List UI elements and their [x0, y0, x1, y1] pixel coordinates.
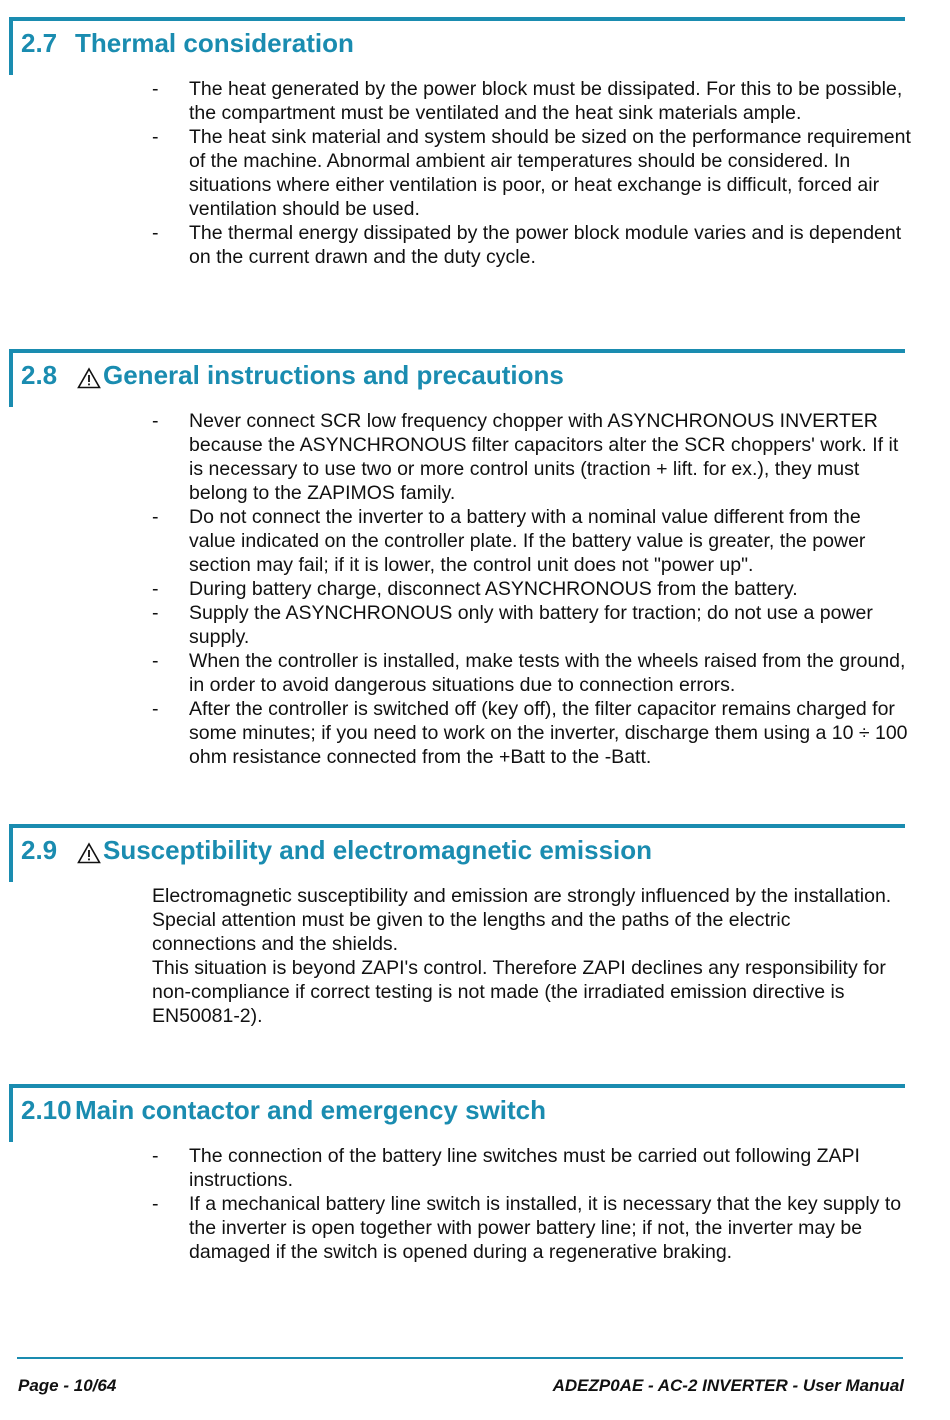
bullet-list [152, 1144, 912, 1264]
section-number: 2.9 [21, 835, 58, 865]
list-item: - The thermal energy dissipated by the power block module varies and is dependent on the current drawn and the duty cycle. [152, 222, 902, 268]
section-title: Main contactor and emergency switch [75, 1095, 547, 1125]
section-number: 2.8 [21, 360, 58, 390]
bullet-list [152, 77, 912, 269]
footer-divider [17, 1357, 903, 1359]
section-header-bar [9, 17, 905, 75]
list-item: - If a mechanical battery line switch is installed, it is necessary that the key supply to the inverter is open together with power battery line; if not, the inverter may be damaged if the switch is opened during a regenerative braking. [152, 1193, 902, 1263]
list-item: - After the controller is switched off (key off), the filter capacitor remains charged for some minutes; if you need to work on the inverter, discharge them using a 10 ÷ 100 ohm resistance connected from the +Batt to the -Batt. [152, 698, 908, 768]
list-item: - The heat generated by the power block must be dissipated. For this to be possible, the compartment must be ventilated and the heat sink materials ample. [152, 78, 903, 124]
section-header-bar [9, 824, 905, 882]
section-header-bar [9, 349, 905, 407]
page-number: Page - 10/64 [18, 1376, 117, 1395]
list-item: - When the controller is installed, make tests with the wheels raised from the ground, in order to avoid dangerous situations due to connection errors. [152, 650, 906, 696]
section-title: Thermal consideration [75, 28, 354, 58]
paragraph: Electromagnetic susceptibility and emission are strongly influenced by the installation. Special attention must be given to the lengths and the paths of the electric connections and the shields. [152, 885, 892, 955]
list-item: - Do not connect the inverter to a battery with a nominal value different from the value indicated on the controller plate. If the battery value is greater, the power section may fail; if it is lower, the control unit does not "power up". [152, 506, 866, 576]
document-title: ADEZP0AE - AC-2 INVERTER - User Manual [552, 1376, 904, 1395]
list-item: - During battery charge, disconnect ASYNCHRONOUS from the battery. [152, 578, 798, 600]
section-header-bar [9, 1084, 905, 1142]
warning-icon [77, 367, 101, 389]
bullet-list [152, 409, 912, 769]
section-number: 2.10 [21, 1095, 72, 1125]
paragraph: This situation is beyond ZAPI's control. Therefore ZAPI declines any responsibility for non-compliance if correct testing is not made (the irradiated emission directive is EN50081-2). [152, 957, 886, 1027]
warning-icon [77, 842, 101, 864]
list-item: - The heat sink material and system should be sized on the performance requirement of the machine. Abnormal ambient air temperatures should be considered. In situations where either ventilation is poor, or heat exchange is difficult, forced air ventilation should be used. [152, 126, 911, 220]
list-item: - The connection of the battery line switches must be carried out following ZAPI instructions. [152, 1145, 860, 1191]
list-item: - Never connect SCR low frequency chopper with ASYNCHRONOUS INVERTER because the ASYNCHRONOUS filter capacitors alter the SCR choppers' work. If it is necessary to use two or more control units (traction + lift. for ex.), they must belong to the ZAPIMOS family. [152, 410, 899, 504]
section-number: 2.7 [21, 28, 58, 58]
section-title: General instructions and precautions [103, 360, 564, 390]
section-title: Susceptibility and electromagnetic emission [103, 835, 653, 865]
list-item: - Supply the ASYNCHRONOUS only with battery for traction; do not use a power supply. [152, 602, 873, 648]
